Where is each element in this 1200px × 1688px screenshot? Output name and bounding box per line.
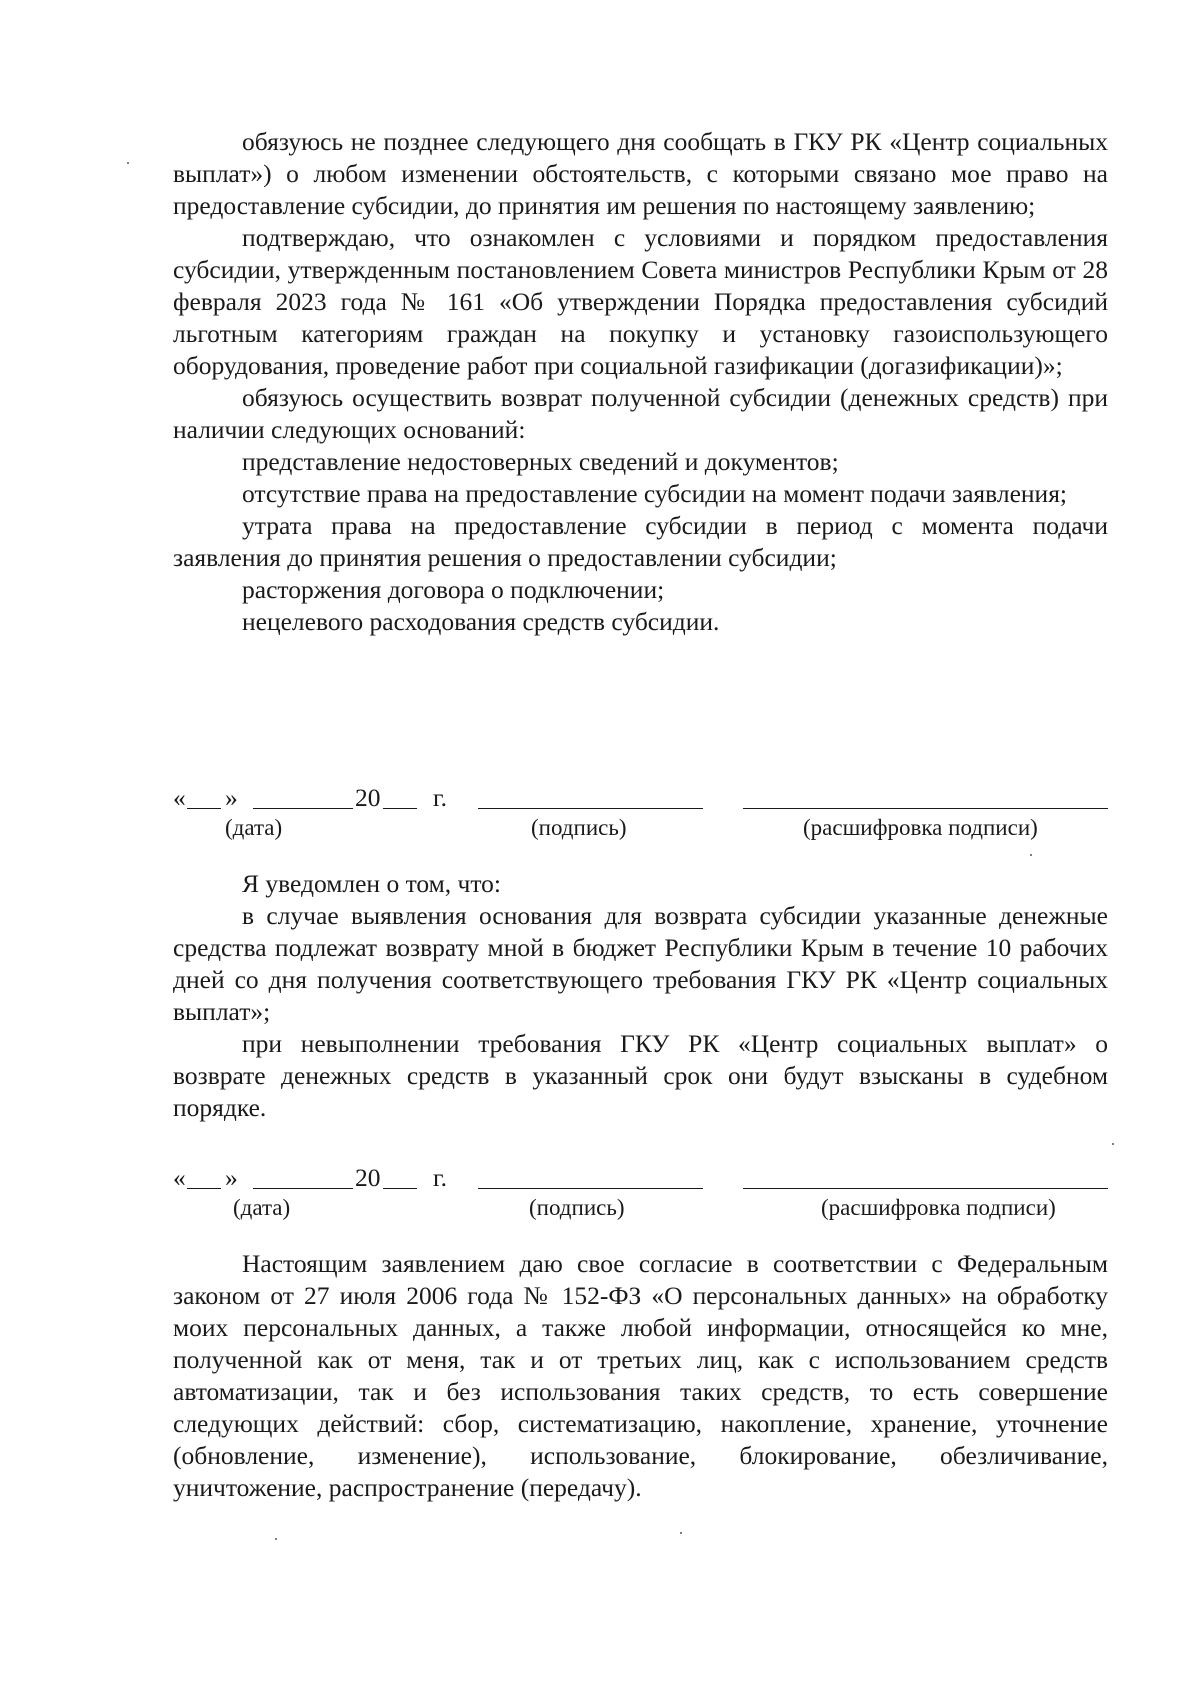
date-year-prefix: 20 xyxy=(355,1163,381,1192)
date-year-suffix: г. xyxy=(433,1163,447,1192)
decoding-caption: (расшифровка подписи) xyxy=(821,1195,1056,1220)
date-quote-open: « xyxy=(173,783,186,812)
date-year-line xyxy=(383,808,417,809)
scan-speck xyxy=(1112,1143,1114,1145)
signature-caption: (подпись) xyxy=(529,1195,625,1220)
paragraph-ground-misuse: нецелевого расходования средств субсидии. xyxy=(242,607,720,636)
date-year-prefix: 20 xyxy=(355,783,381,812)
signature-line xyxy=(478,808,703,809)
date-quote-open: « xyxy=(173,1163,186,1192)
date-quote-close: » xyxy=(225,1163,238,1192)
notice-section xyxy=(173,868,1108,1124)
decoding-line xyxy=(743,808,1108,809)
date-month-line xyxy=(253,808,353,809)
paragraph-notice-court-recovery: при невыполнении требования ГКУ РК «Центр социальных выплат» о возврате денежных средств в указанный срок они будут взысканы в судебном порядке. xyxy=(173,1029,1108,1122)
date-quote-close: » xyxy=(225,783,238,812)
obligations-section xyxy=(173,126,1108,638)
paragraph-personal-data-consent: Настоящим заявлением даю свое согласие в соответствии с Федеральным законом от 27 июля 2006 года № 152-ФЗ «О персональных данных» на обработку моих персональных данных, а также любой информации, относящейся ко мне, полученной как от меня, так и от третьих лиц, как с использованием средств автоматизации, так и без использования таких средств, то есть совершение следующих действий: сбор, систематизацию, накопление, хранение, уточнение (обновление, изменение), использование, блокирование, обезличивание, уничтожение, распространение (передачу). xyxy=(173,1249,1108,1502)
decoding-caption: (расшифровка подписи) xyxy=(803,815,1038,840)
paragraph-ground-false-info: представление недостоверных сведений и документов; xyxy=(242,447,839,476)
date-caption: (дата) xyxy=(233,1195,291,1220)
paragraph-notice-refund-term: в случае выявления основания для возврата субсидии указанные денежные средства подлежат возврату мной в бюджет Республики Крым в течение 10 рабочих дней со дня получения соответствующего требования ГКУ РК «Центр социальных выплат»; xyxy=(173,901,1108,1026)
paragraph-notify-changes: обязуюсь не позднее следующего дня сообщать в ГКУ РК «Центр социальных выплат») о любом изменении обстоятельств, с которыми связано мое право на предоставление субсидии, до принятия им решения по настоящему заявлению; xyxy=(173,127,1108,220)
scan-speck xyxy=(127,162,129,164)
date-day-line xyxy=(187,1188,221,1189)
date-caption: (дата) xyxy=(225,815,283,840)
signature-line xyxy=(478,1188,703,1189)
paragraph-acknowledge-conditions: подтверждаю, что ознакомлен с условиями и порядком предоставления субсидии, утвержденным постановлением Совета министров Республики Крым от 28 февраля 2023 года № 161 «Об утверждении Порядка предоставления субсидий льготным категориям граждан на покупку и установку газоиспользующего оборудования, проведение работ при социальной газификации (догазификации)»; xyxy=(173,223,1108,380)
decoding-line xyxy=(743,1188,1108,1189)
scan-speck xyxy=(1030,854,1032,856)
date-month-line xyxy=(253,1188,353,1189)
scan-speck xyxy=(680,1532,682,1534)
paragraph-notice-intro: Я уведомлен о том, что: xyxy=(242,869,501,898)
paragraph-ground-lost-right: утрата права на предоставление субсидии в период с момента подачи заявления до принятия решения о предоставлении субсидии; xyxy=(173,511,1108,572)
date-day-line xyxy=(187,808,221,809)
date-year-line xyxy=(383,1188,417,1189)
consent-section xyxy=(173,1248,1108,1504)
paragraph-ground-no-right: отсутствие права на предоставление субсидии на момент подачи заявления; xyxy=(242,479,1068,508)
signature-row-2 xyxy=(173,1162,1108,1222)
signature-caption: (подпись) xyxy=(531,815,627,840)
scan-speck xyxy=(275,1538,277,1540)
paragraph-refund-obligation: обязуюсь осуществить возврат полученной субсидии (денежных средств) при наличии следующих оснований: xyxy=(173,383,1108,444)
date-year-suffix: г. xyxy=(433,783,447,812)
signature-row-1 xyxy=(173,782,1108,842)
paragraph-ground-contract-termination: расторжения договора о подключении; xyxy=(242,575,665,604)
